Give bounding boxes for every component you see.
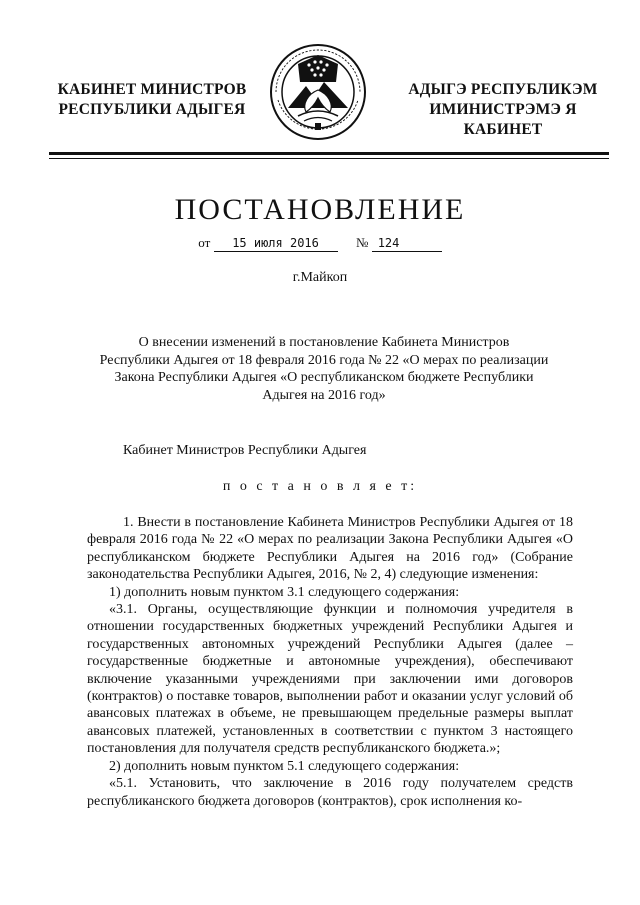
document-date: 15 июля 2016 xyxy=(214,236,338,252)
org-right-line2: ИМИНИСТРЭМЭ Я КАБИНЕТ xyxy=(429,101,577,138)
document-title: ПОСТАНОВЛЕНИЕ xyxy=(174,193,466,226)
body-paragraph: 1. Внести в постановление Кабинета Министров Республики Адыгея от 18 февраля 2016 года № 22 «О мерах по реализации Закона Республики Адыгея «О республиканском бюджете Республики Адыгея на 2016 год» (Собрание законодательства Республики Адыгея, 2016, № 2, 4) следующие изменения: xyxy=(87,515,573,583)
document-body xyxy=(87,514,573,810)
issuer-line: Кабинет Министров Республики Адыгея xyxy=(123,443,367,458)
date-prefix: от xyxy=(198,235,211,250)
document-subject xyxy=(80,334,568,404)
adygea-coat-of-arms-icon xyxy=(268,42,368,142)
subject-line: О внесении изменений в постановление Кабинета Министров xyxy=(138,335,510,350)
number-prefix: № xyxy=(356,235,369,250)
document-date-number xyxy=(0,235,640,252)
subject-line: Адыгея на 2016 год» xyxy=(262,387,386,403)
header-divider-thick xyxy=(49,152,609,155)
issuing-body-russian xyxy=(52,80,252,120)
subject-line: Республики Адыгея от 18 февраля 2016 года № 22 «О мерах по реализации xyxy=(99,352,549,368)
header-divider-thin xyxy=(49,158,609,159)
issuing-body-adyghe xyxy=(388,80,618,140)
resolves-heading: п о с т а н о в л я е т: xyxy=(222,479,418,494)
body-paragraph: 1) дополнить новым пунктом 3.1 следующего содержания: xyxy=(109,584,460,600)
org-left-line1: КАБИНЕТ МИНИСТРОВ xyxy=(57,81,247,98)
org-left-line2: РЕСПУБЛИКИ АДЫГЕЯ xyxy=(58,101,246,118)
body-paragraph: 2) дополнить новым пунктом 5.1 следующего содержания: xyxy=(109,758,460,774)
subject-line: Закона Республики Адыгея «О республиканском бюджете Республики xyxy=(114,370,534,385)
org-right-line1: АДЫГЭ РЕСПУБЛИКЭМ xyxy=(408,81,598,98)
body-paragraph: «3.1. Органы, осуществляющие функции и полномочия учредителя в отношении государственных бюджетных учреждений Республики Адыгея и государственных автономных учреждений Республики Адыгея (далее – государственные бюджетные и автономные учреждения), обеспечивают включение указанными учреждениями при заключении ими договоров (контрактов) о поставке товаров, выполнении работ и оказании услуг условий об авансовых платежах в объеме, не превышающем предельные размеры выплат авансовых платежей, установленных в соответствии с пунктом 3 настоящего постановления для получателя средств республиканского бюджета.»; xyxy=(87,602,573,757)
document-number: 124 xyxy=(372,236,442,252)
document-city: г.Майкоп xyxy=(292,270,348,285)
body-paragraph: «5.1. Установить, что заключение в 2016 году получателем средств республиканского бюджета договоров (контрактов), срок исполнения ко- xyxy=(87,776,573,809)
